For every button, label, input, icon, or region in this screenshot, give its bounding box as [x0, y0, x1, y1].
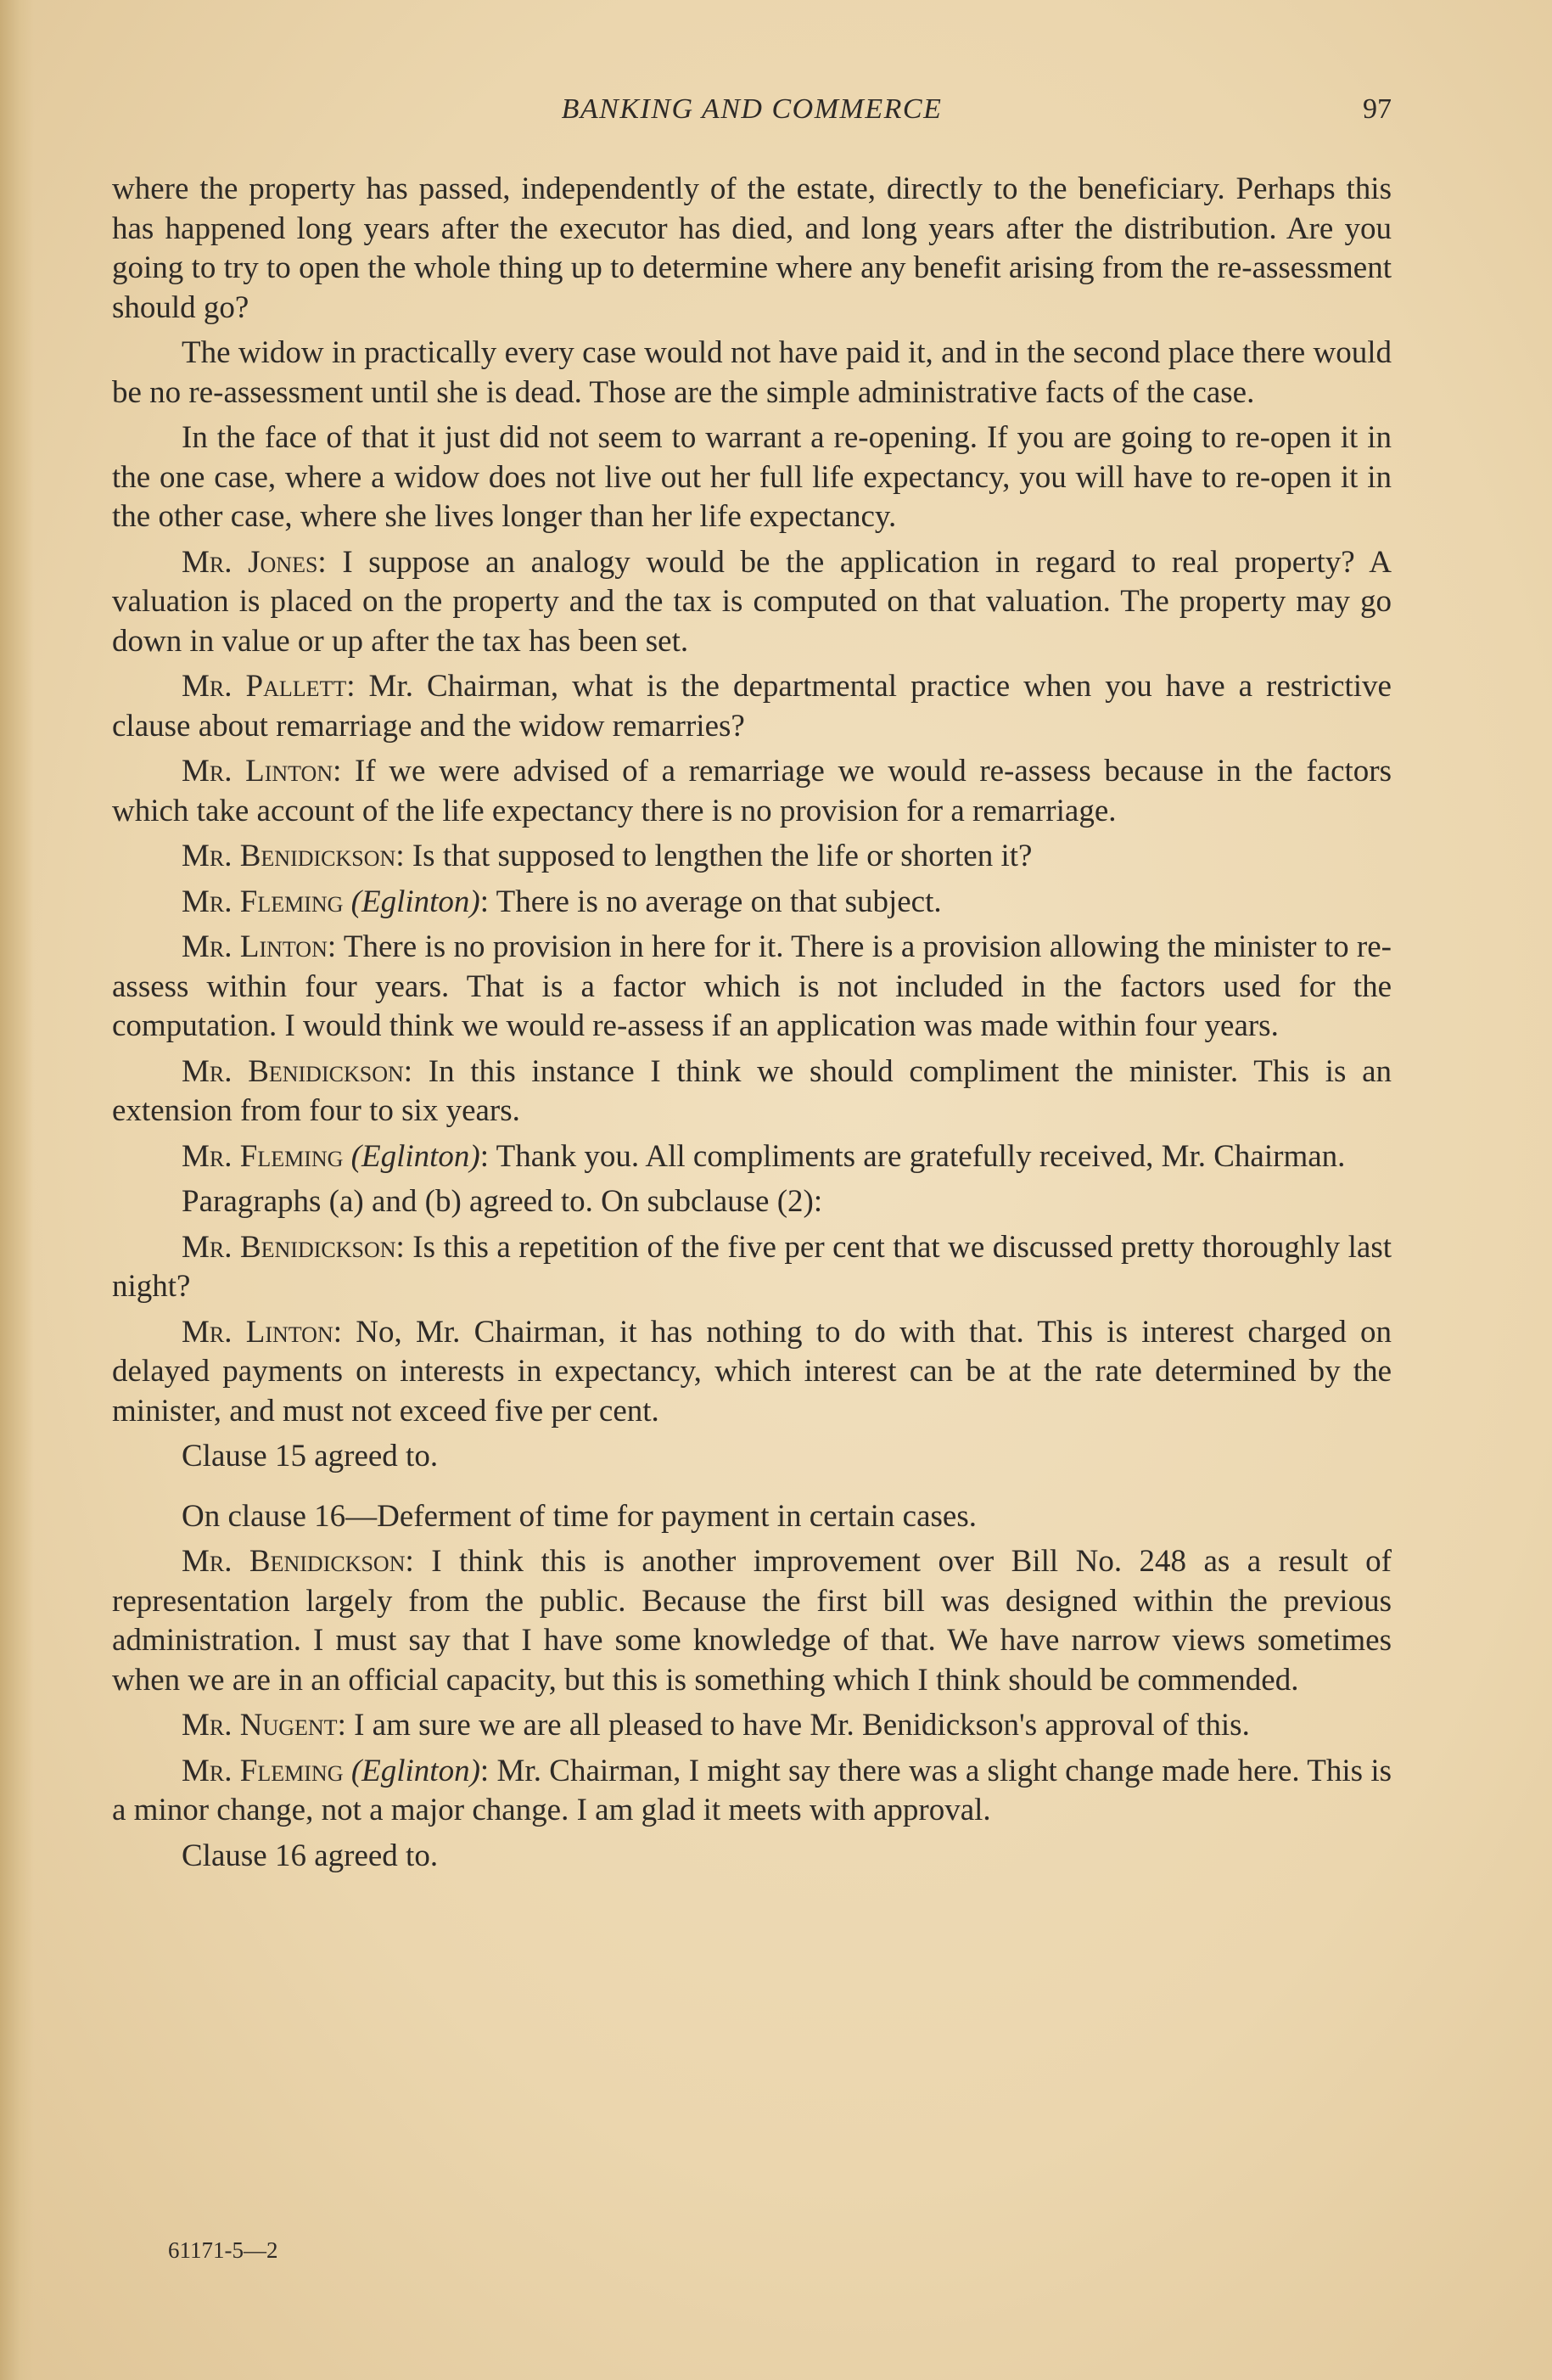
- paragraph: In the face of that it just did not seem to warrant a re-opening. If you are going to re-open it in the one case, where a widow does not live out her full life expectancy, you will have to re-open it in the other case, where she lives longer than her life expectancy.: [112, 420, 1392, 534]
- speaker-name: Mr. Fleming: [182, 1138, 344, 1174]
- speaker-name: Mr. Linton: [182, 929, 328, 964]
- paragraph: where the property has passed, independently of the estate, directly to the beneficiary. Perhaps this has happened long years after the executor has died, and long years after the distribution. Are you going to try to open the whole thing up to determine where any benefit arising from the re-assessment should go?: [112, 171, 1392, 325]
- paragraph: Mr. Linton: If we were advised of a remarriage we would re-assess because in the factors which take account of the life expectancy there is no provision for a remarriage.: [112, 754, 1392, 828]
- running-title: BANKING AND COMMERCE: [561, 93, 943, 125]
- paragraph: Mr. Benidickson: Is this a repetition of the five per cent that we discussed pretty thoroughly last night?: [112, 1229, 1392, 1304]
- page-body: [112, 170, 1392, 1882]
- paragraph: Mr. Benidickson: Is that supposed to lengthen the life or shorten it?: [182, 839, 1033, 873]
- paragraph: On clause 16—Deferment of time for payment in certain cases.: [182, 1498, 977, 1534]
- paragraph: Mr. Jones: I suppose an analogy would be the application in regard to real property? A valuation is placed on the property and the tax is computed on that valuation. The property may go down in value or up after the tax has been set.: [112, 544, 1392, 659]
- paragraph: Clause 16 agreed to.: [182, 1838, 439, 1873]
- paragraph: Mr. Linton: There is no provision in here for it. There is a provision allowing the minister to re-assess within four years. That is a factor which is not included in the factors used for the computation. I would think we would re-assess if an application was made within four years.: [112, 929, 1392, 1043]
- paragraph: Clause 15 agreed to.: [182, 1439, 439, 1473]
- printer-signature: 61171-5—2: [168, 2237, 278, 2263]
- speaker-name: Mr. Pallett: [182, 669, 347, 704]
- paragraph: The widow in practically every case would not have paid it, and in the second place there would be no re-assessment until she is dead. Those are the simple administrative facts of the case.: [112, 335, 1392, 410]
- page-number: 97: [1363, 93, 1392, 125]
- speaker-name: Mr. Benidickson: [182, 1053, 404, 1089]
- speaker-name: Mr. Benidickson: [182, 1229, 396, 1265]
- paragraph: Mr. Benidickson: I think this is another improvement over Bill No. 248 as a result of representation largely from the public. Because the first bill was designed within the previous administration. I must say that I have some knowledge of that. We have narrow views sometimes when we are in an official capacity, but this is something which I think should be commended.: [112, 1544, 1392, 1698]
- paragraph: Mr. Fleming (Eglinton): There is no average on that subject.: [182, 884, 942, 919]
- paragraph: Mr. Benidickson: In this instance I think we should compliment the minister. This is an extension from four to six years.: [112, 1053, 1392, 1128]
- speaker-riding: (Eglinton): [350, 884, 480, 919]
- speaker-name: Mr. Linton: [182, 754, 333, 789]
- speaker-name: Mr. Jones: [182, 544, 318, 580]
- speaker-name: Mr. Nugent: [182, 1708, 338, 1743]
- paragraph: Paragraphs (a) and (b) agreed to. On subclause (2):: [182, 1184, 823, 1219]
- speaker-name: Mr. Benidickson: [182, 839, 396, 873]
- paragraph: Mr. Fleming (Eglinton): Mr. Chairman, I might say there was a slight change made here. This is a minor change, not a major change. I am glad it meets with approval.: [112, 1753, 1392, 1827]
- paragraph: Mr. Pallett: Mr. Chairman, what is the departmental practice when you have a restrictive clause about remarriage and the widow remarries?: [112, 669, 1392, 744]
- speaker-name: Mr. Fleming: [182, 884, 344, 919]
- page-spine-shadow: [0, 0, 34, 2380]
- speaker-name: Mr. Linton: [182, 1314, 333, 1350]
- paragraph: Mr. Fleming (Eglinton): Thank you. All compliments are gratefully received, Mr. Chairman.: [182, 1138, 1346, 1174]
- speaker-name: Mr. Benidickson: [182, 1544, 406, 1579]
- speaker-riding: (Eglinton): [350, 1138, 480, 1174]
- speaker-riding: (Eglinton): [350, 1753, 480, 1788]
- speaker-name: Mr. Fleming: [182, 1753, 344, 1788]
- paragraph: Mr. Linton: No, Mr. Chairman, it has nothing to do with that. This is interest charged on delayed payments on interests in expectancy, which interest can be at the rate determined by the minister, and must not exceed five per cent.: [112, 1314, 1392, 1429]
- page-header: [112, 93, 1392, 141]
- paragraph: Mr. Nugent: I am sure we are all pleased to have Mr. Benidickson's approval of this.: [182, 1708, 1250, 1743]
